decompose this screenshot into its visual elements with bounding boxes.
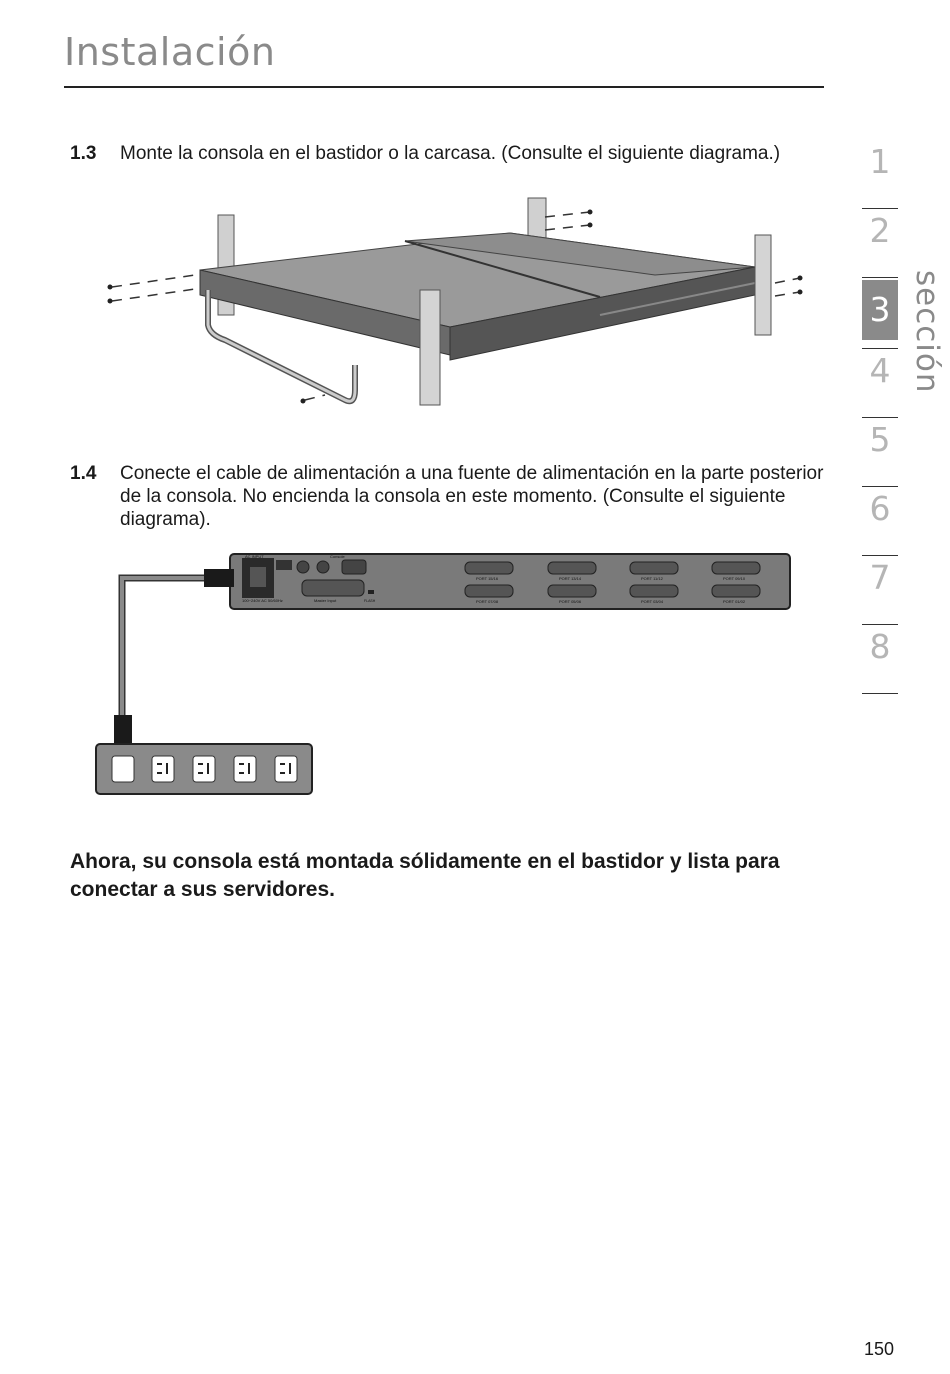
rack-mount-diagram (100, 195, 810, 410)
section-nav-item-8: 8 (862, 625, 898, 694)
page-title: Instalación (64, 30, 276, 74)
step-1-3 (70, 142, 830, 165)
power-connection-diagram (90, 550, 800, 800)
section-nav-item-7: 7 (862, 556, 898, 625)
voltage-label: 100~240V AC 50/60Hz (242, 598, 283, 603)
console-label: Console (330, 554, 345, 559)
port-label: PORT 15/16 (476, 576, 499, 581)
section-nav-item-5: 5 (862, 418, 898, 487)
title-divider (64, 86, 824, 88)
section-nav-item-3: 3 (862, 280, 898, 349)
port-label: PORT 07/08 (476, 599, 499, 604)
port-label: PORT 09/10 (723, 576, 746, 581)
step-text: Monte la consola en el bastidor o la carcasa. (Consulte el siguiente diagrama.) (120, 143, 781, 164)
step-number: 1.3 (70, 143, 97, 164)
section-label: sección (909, 270, 945, 394)
master-input-label: Master Input (314, 598, 337, 603)
section-nav-item-1: 1 (862, 140, 898, 209)
step-number: 1.4 (70, 463, 97, 484)
section-nav (862, 140, 898, 694)
section-nav-item-4: 4 (862, 349, 898, 418)
step-text: Conecte el cable de alimentación a una fuente de alimentación en la parte posterior de la consola. No encienda la consola en este momento. (Consulte el siguiente diagrama). (120, 463, 824, 530)
port-label: PORT 05/06 (559, 599, 582, 604)
port-label: PORT 03/04 (641, 599, 664, 604)
port-label: PORT 13/14 (559, 576, 582, 581)
port-label: PORT 01/02 (723, 599, 746, 604)
step-1-4 (70, 462, 830, 531)
section-nav-item-6: 6 (862, 487, 898, 556)
flash-label: FLASH (364, 599, 376, 603)
page-number: 150 (864, 1339, 895, 1359)
port-label: PORT 11/12 (641, 576, 663, 581)
ac-input-label: AC INPUT (245, 554, 264, 559)
closing-statement: Ahora, su consola está montada sólidamente en el bastidor y lista para conectar a sus servidores. (70, 850, 780, 901)
section-nav-item-2: 2 (862, 209, 898, 278)
